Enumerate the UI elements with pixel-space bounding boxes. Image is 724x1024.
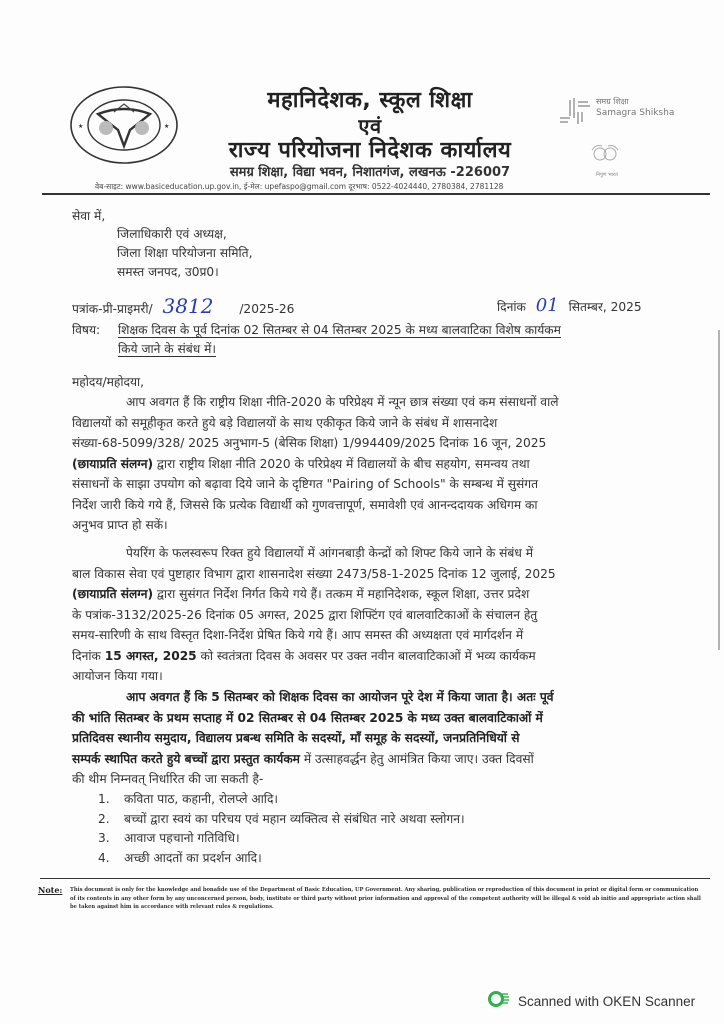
reference-number-handwritten: 3812 (162, 294, 214, 318)
paragraph-1 (72, 392, 676, 536)
p2-line: बाल विकास सेवा एवं पुष्टाहार विभाग द्वारा शासनादेश संख्या 2473/58-1-2025 दिनांक 12 जुलाई, 2025 (72, 566, 556, 581)
scan-edge-shadow (718, 330, 720, 650)
p1-line: द्वारा राष्ट्रीय शिक्षा नीति 2020 के परिप्रेक्ष्य में विद्यालयों के बीच सहयोग, समन्वय तथा (153, 456, 530, 471)
samagra-shiksha-hindi: समग्र शिक्षा (596, 97, 629, 106)
samagra-shiksha-english: Samagra Shiksha (596, 108, 675, 118)
p1-line: संख्या-68-5099/328/ 2025 अनुभाग-5 (बेसिक शिक्षा) 1/994409/2025 दिनांक 16 जून, 2025 (72, 436, 547, 450)
theme-number: 2. (98, 811, 110, 826)
greeting: महोदय/महोदया, (72, 375, 145, 389)
theme-item (98, 790, 465, 810)
p3-bold-phrase: सम्पर्क स्थापित करते हुये बच्चों द्वारा प्रस्तुत कार्यकम (72, 751, 300, 766)
up-government-emblem (68, 84, 180, 166)
paragraph-3 (72, 687, 676, 790)
scanner-watermark (488, 990, 695, 1012)
scanner-watermark-text: Scanned with OKEN Scanner (518, 993, 696, 1009)
theme-text: अच्छी आदतों का प्रदर्शन आदि। (124, 850, 262, 865)
theme-text: बच्चों द्वारा स्वयं का परिचय एवं महान व्यक्तित्व से संबंधित नारे अथवा स्लोगन। (124, 811, 465, 826)
p2-line: समय-सारिणी के साथ विस्तृत दिशा-निर्देश प्रेषित किये गये हैं। आप समस्त की अध्यक्षता एवं मार्गदर्शन में (72, 628, 524, 642)
addressee-line: जिलाधिकारी एवं अध्यक्ष, (117, 227, 227, 241)
date-label: दिनांक (497, 300, 526, 314)
subject-text-1: शिक्षक दिवस के पूर्व दिनांक 02 सितम्बर से 04 सितम्बर 2025 के मध्य बालवाटिका विशेष कार्यकम (118, 323, 561, 337)
salutation-to: सेवा में, (72, 209, 106, 223)
nipun-bharat-logo-icon (588, 142, 622, 166)
addressee-line: जिला शिक्षा परियोजना समिति, (117, 246, 253, 260)
date-day-handwritten: 01 (535, 295, 559, 316)
office-address: समग्र शिक्षा, विद्या भवन, निशातगंज, लखनऊ -226007 (229, 165, 511, 180)
letter-date (497, 296, 642, 317)
letter-reference (72, 296, 294, 319)
p1-line: निर्देश जारी किये गये हैं, जिससे कि प्रत्येक विद्यार्थी को गुणवत्तापूर्ण, समावेशी एवं आनन्ददायक अधिगम का (72, 497, 538, 512)
subject-label: विषय: (72, 323, 101, 337)
subject-line1 (118, 320, 561, 340)
nipun-bharat-label: निपुण भारत (596, 172, 618, 178)
subject-text-2: किये जाने के संबंध में। (118, 342, 217, 356)
p1-attachment-note: (छायाप्रति संलग्न) (72, 456, 154, 471)
reference-suffix: /2025-26 (239, 302, 295, 316)
p3-line: में उत्साहवर्द्धन हेतु आमंत्रित किया जाए। उक्त दिवसों (299, 751, 534, 766)
office-title-line2: एवं (358, 114, 382, 138)
office-contact-line: वेब-साइट: www.basiceducation.up.gov.in, ई-मेल: upefaspo@gmail.com दूरभाष: 0522-4024440, 2780384, 2781128 (95, 182, 504, 191)
p2-attachment-note: (छायाप्रति संलग्न) (72, 587, 154, 601)
footer-divider (40, 878, 710, 879)
addressee-line: समस्त जनपद, उ0प्र0। (117, 265, 219, 279)
office-title-line1: महानिदेशक, स्कूल शिक्षा (267, 88, 473, 113)
p2-line: पेयरिंग के फलस्वरूप रिक्त हुये विद्यालयों में आंगनबाड़ी केन्द्रों को शिफ्ट किये जाने के संबंध में (126, 546, 534, 560)
theme-item (98, 810, 465, 830)
theme-number: 4. (98, 850, 110, 865)
oken-scanner-logo-icon (488, 990, 510, 1012)
p2-line: आयोजन किया गया। (72, 669, 163, 683)
theme-item (98, 849, 465, 869)
samagra-shiksha-logo-icon (556, 96, 596, 128)
p2-bold-date: 15 अगस्त, 2025 (104, 648, 197, 663)
p3-line: की भांति सितम्बर के प्रथम सप्ताह में 02 सितम्बर से 04 सितम्बर 2025 के मध्य उक्त बालवाटिकाओं में (72, 710, 543, 725)
footer-note-label: Note: (38, 885, 63, 895)
p2-line: को स्वतंत्रता दिवस के अवसर पर उक्त नवीन बालवाटिकाओं में भव्य कार्यकम (196, 648, 536, 663)
header-divider (42, 193, 710, 195)
p1-line: आप अवगत हैं कि राष्ट्रीय शिक्षा नीति-2020 के परिप्रेक्ष्य में न्यून छात्र संख्या एवं कम संसाधनों वाले (126, 395, 559, 409)
svg-text:★: ★ (164, 123, 170, 130)
theme-item (98, 829, 465, 849)
theme-text: आवाज पहचानो गतिविधि। (124, 831, 240, 845)
p3-line: आप अवगत हैं कि 5 सितम्बर को शिक्षक दिवस का आयोजन पूरे देश में किया जाता है। अतः पूर्व (126, 690, 554, 704)
p3-line: प्रतिदिवस स्थानीय समुदाय, विद्यालय प्रबन्ध समिति के सदस्यों, माँ समूह के सदस्यों, जनप्रतिनिधियों से (72, 731, 520, 745)
theme-number: 1. (98, 792, 110, 806)
p2-line: दिनांक (72, 648, 105, 663)
p1-line: संसाधनों के साझा उपयोग को बढ़ावा दिये जाने के दृष्टिगत "Pairing of Schools" के सम्बन्ध में सुसंगत (72, 477, 539, 491)
subject-line2 (118, 339, 216, 359)
reference-prefix: पत्रांक-प्री-प्राइमरी/ (72, 302, 153, 316)
office-title-line3: राज्य परियोजना निदेशक कार्यालय (228, 138, 512, 163)
paragraph-2 (72, 543, 676, 687)
p2-line: द्वारा सुसंगत निर्देश निर्गत किये गये हैं। तत्कम में महानिदेशक, स्कूल शिक्षा, उत्तर प्रदेश (153, 587, 530, 601)
themes-list (98, 790, 465, 868)
footer-note-text: This document is only for the knowledge and bonafide use of the Department of Basic Education, UP Government. Any sharing, publication or reproduction of this document in print or digital form or communication of its contents in any other form by any unconcerned person, body, institute or third party without prior information and approval of the competent authority will be illegal & void ab initio and appropriate action shall be taken against him in accordance with relevant rules & regulations. (70, 887, 701, 910)
svg-text:★: ★ (78, 123, 84, 130)
date-month-year: सितम्बर, 2025 (568, 300, 642, 314)
p1-line: विद्यालयों को समूहीकृत करते हुये बड़े विद्यालयों के साथ एकीकृत किये जाने के संबंध में शासनादेश (72, 415, 498, 430)
p2-line: के पत्रांक-3132/2025-26 दिनांक 05 अगस्त, 2025 द्वारा शिफ्टिंग एवं बालवाटिकाओं के संचालन हेतु (72, 607, 538, 622)
p3-line: की थीम निम्नवत् निर्धारित की जा सकती है- (72, 772, 264, 786)
p1-line: अनुभव प्राप्त हो सकें। (72, 518, 168, 532)
theme-number: 3. (98, 831, 110, 845)
theme-text: कविता पाठ, कहानी, रोलप्ले आदि। (124, 792, 279, 806)
